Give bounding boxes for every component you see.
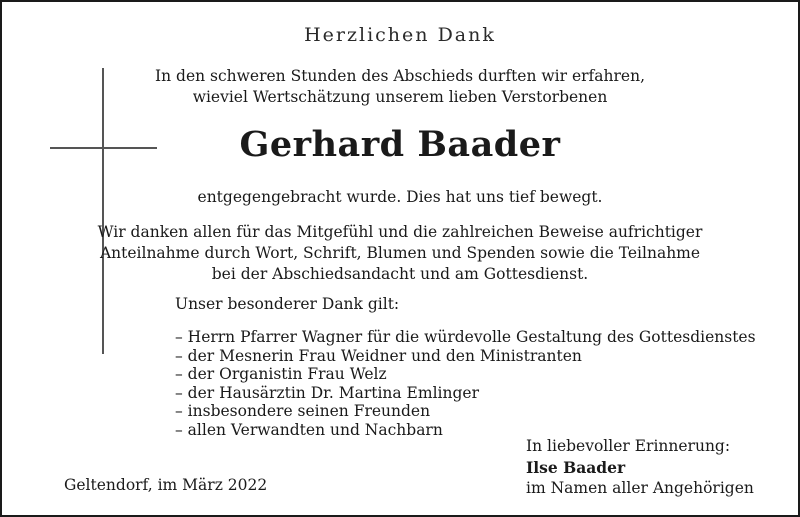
special-thanks-heading: Unser besonderer Dank gilt: (175, 295, 400, 313)
cross-icon-vertical (102, 68, 104, 354)
thanks-line-1: Wir danken allen für das Mitgefühl und die zahlreichen Beweise aufrichtiger (97, 223, 703, 241)
signature-line-1: In liebevoller Erinnerung: (526, 437, 731, 455)
intro-line-1: In den schweren Stunden des Abschieds durften wir erfahren, (154, 67, 645, 85)
intro-text (2, 66, 798, 108)
thanks-line-2: Anteilnahme durch Wort, Schrift, Blumen und Spenden sowie die Teilnahme (99, 244, 701, 262)
list-item: – insbesondere seinen Freunden (175, 402, 431, 420)
thanks-line-3: bei der Abschiedsandacht und am Gottesdienst. (211, 265, 589, 283)
list-item: – der Organistin Frau Welz (175, 365, 387, 383)
signature-name: Ilse Baader (526, 458, 626, 477)
closing-line: entgegengebracht wurde. Dies hat uns tief bewegt. (197, 188, 603, 206)
list-item: – Herrn Pfarrer Wagner für die würdevolle Gestaltung des Gottesdienstes (175, 328, 756, 346)
deceased-name: Gerhard Baader (239, 124, 561, 165)
list-item: – der Hausärztin Dr. Martina Emlinger (175, 383, 479, 402)
header-title: Herzlichen Dank (304, 24, 496, 46)
thanks-paragraph (2, 222, 798, 285)
place-date: Geltendorf, im März 2022 (64, 476, 268, 494)
signature-line-3: im Namen aller Angehörigen (526, 479, 754, 497)
intro-line-2: wieviel Wertschätzung unserem lieben Verstorbenen (192, 88, 608, 106)
special-thanks-list (175, 328, 756, 439)
list-item: – der Mesnerin Frau Weidner und den Ministranten (175, 346, 582, 365)
signature-block (526, 436, 754, 499)
list-item: – allen Verwandten und Nachbarn (175, 420, 443, 439)
